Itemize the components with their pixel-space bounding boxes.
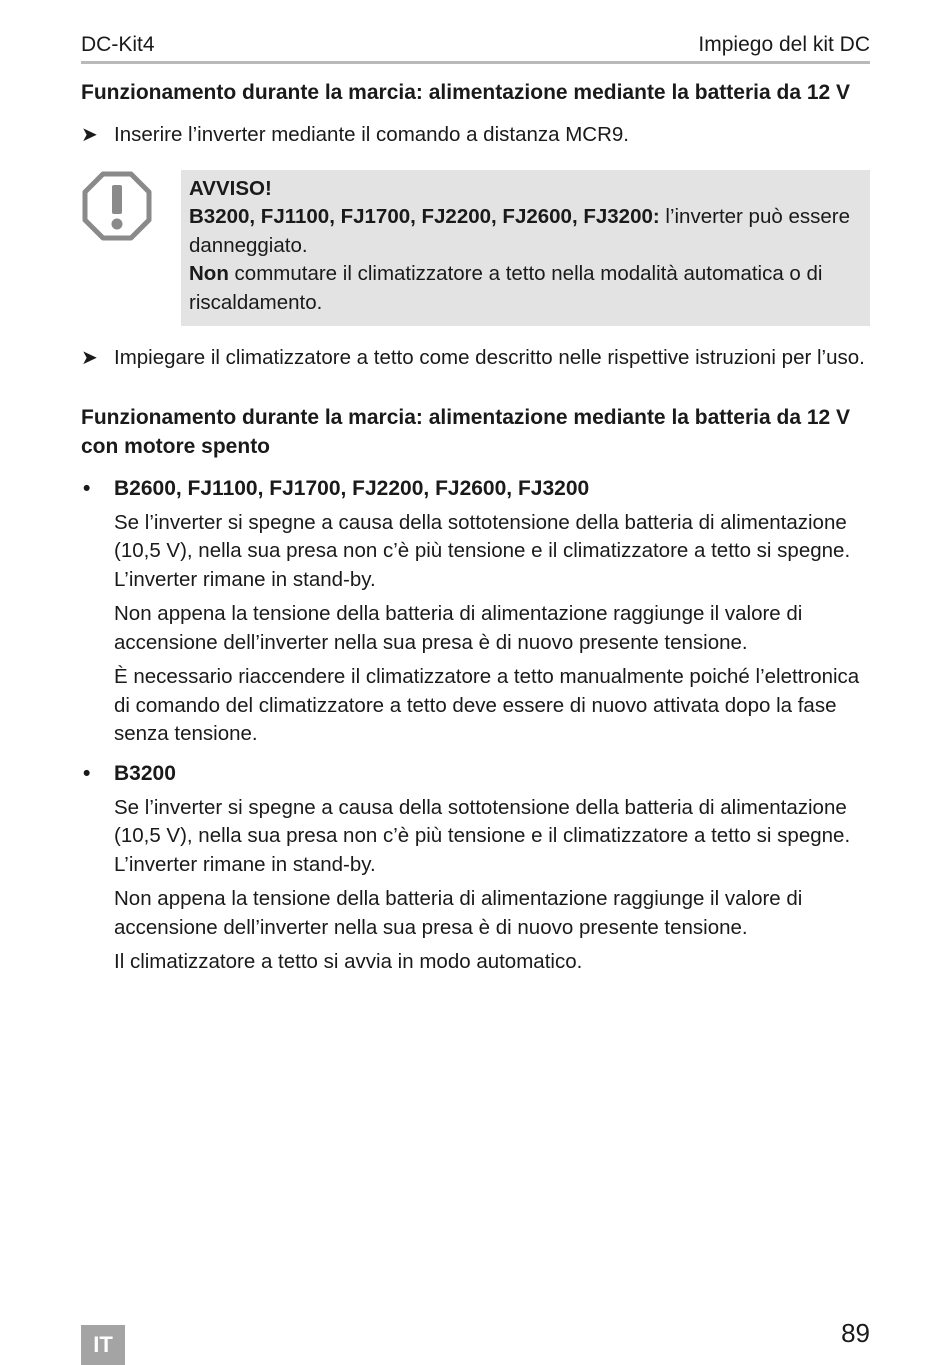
- step-text: Impiegare il climatizzatore a tetto come descritto nelle rispettive istruzioni per l’uso.: [114, 346, 865, 369]
- instruction-step: [81, 121, 870, 150]
- warning-damage-text: l’inverter può essere danneggiato.: [189, 205, 850, 257]
- page-number: 89: [841, 1318, 870, 1348]
- bullet-heading: [81, 759, 870, 788]
- section-title-engine-running: Funzionamento durante la marcia: alimentazione mediante la batteria da 12 V: [81, 81, 851, 104]
- warning-line-mode: [189, 260, 856, 317]
- bullet-heading-text: B2600, FJ1100, FJ1700, FJ2200, FJ2600, FJ3200: [114, 476, 590, 500]
- warning-mode-text: commutare il climatizzatore a tetto nella modalità automatica o di riscaldamento.: [189, 262, 823, 314]
- paragraph: È necessario riaccendere il climatizzatore a tetto manualmente poiché l’elettronica di comando del climatizzatore a tetto deve essere di nuovo attivata dopo la fase senza tensione.: [114, 665, 860, 745]
- bullet-icon: •: [83, 476, 91, 500]
- language-tab: IT: [81, 1325, 125, 1365]
- bullet-heading-text: B3200: [114, 761, 176, 785]
- arrow-right-icon: ➤: [81, 347, 98, 369]
- paragraph: Il climatizzatore a tetto si avvia in modo automatico.: [114, 950, 583, 973]
- warning-box: [181, 170, 870, 327]
- warning-non: Non: [189, 262, 229, 285]
- warning-title: AVVISO!: [189, 176, 272, 200]
- warning-notice: [81, 170, 870, 327]
- paragraph: Se l’inverter si spegne a causa della sottotensione della batteria di alimentazione (10,5 V), nella sua presa non c’è più tensione e il climatizzatore a tetto si spegne. L’inverter rimane in stand-by.: [114, 795, 851, 876]
- header-product: DC-Kit4: [81, 32, 155, 56]
- paragraph: Non appena la tensione della batteria di alimentazione raggiunge il valore di accensione dell’inverter nella sua presa è di nuovo presente tensione.: [114, 887, 803, 939]
- arrow-right-icon: ➤: [81, 124, 98, 146]
- warning-models: B3200, FJ1100, FJ1700, FJ2200, FJ2600, FJ3200:: [189, 205, 660, 228]
- page-header: [81, 28, 870, 64]
- step-text: Inserire l’inverter mediante il comando a distanza MCR9.: [114, 123, 630, 146]
- instruction-step: [81, 344, 870, 373]
- bullet-icon: •: [83, 761, 91, 785]
- header-section: Impiego del kit DC: [698, 32, 870, 56]
- section-title-engine-off: Funzionamento durante la marcia: alimentazione mediante la batteria da 12 V con motore spento: [81, 405, 851, 458]
- bullet-heading: [81, 474, 870, 503]
- warning-line-damage: [189, 203, 856, 260]
- paragraph: Non appena la tensione della batteria di alimentazione raggiunge il valore di accensione dell’inverter nella sua presa è di nuovo presente tensione.: [114, 602, 803, 654]
- warning-octagon-icon: [81, 170, 153, 242]
- page-content: [81, 78, 870, 977]
- paragraph: Se l’inverter si spegne a causa della sottotensione della batteria di alimentazione (10,5 V), nella sua presa non c’è più tensione e il climatizzatore a tetto si spegne. L’inverter rimane in stand-by.: [114, 510, 851, 591]
